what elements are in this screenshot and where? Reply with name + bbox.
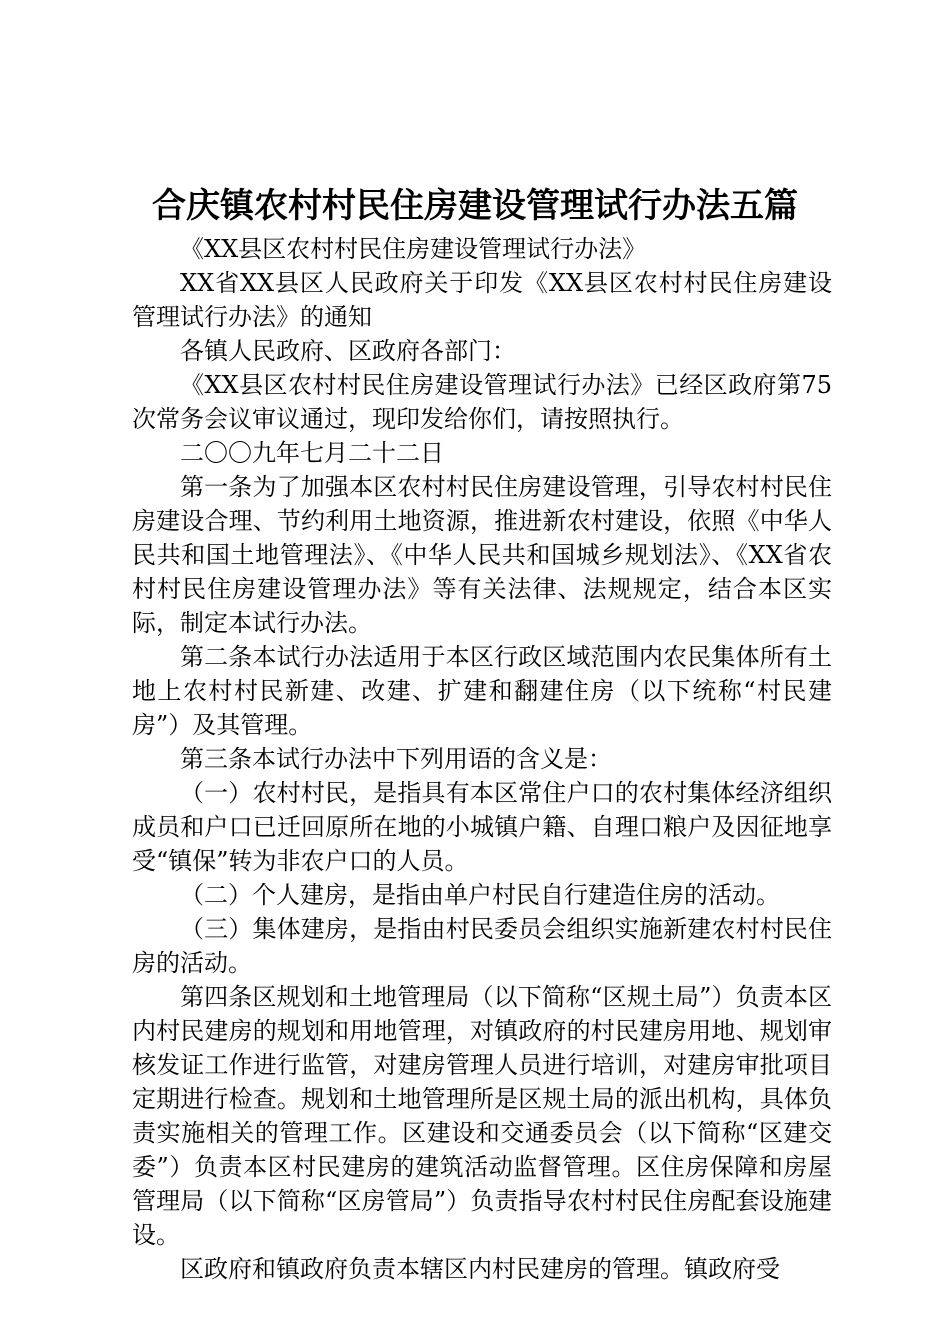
document-body	[132, 232, 832, 1286]
paragraph-2: XX省XX县区人民政府关于印发《XX县区农村村民住房建设管理试行办法》的通知	[132, 269, 832, 331]
paragraph-11: （三）集体建房，是指由村民委员会组织实施新建农村村民住房的活动。	[132, 915, 832, 977]
paragraph-8: 第三条本试行办法中下列用语的含义是：	[180, 745, 612, 773]
paragraph-9: （一）农村村民，是指具有本区常住户口的农村集体经济组织成员和户口已迁回原所在地的小城镇户籍、自理口粮户及因征地享受“镇保”转为非农户口的人员。	[132, 779, 832, 875]
document-title: 合庆镇农村村民住房建设管理试行办法五篇	[152, 186, 798, 226]
paragraph-10: （二）个人建房，是指由单户村民自行建造住房的活动。	[180, 881, 780, 909]
paragraph-13: 区政府和镇政府负责本辖区内村民建房的管理。镇政府受	[180, 1255, 780, 1283]
paragraph-3: 各镇人民政府、区政府各部门：	[180, 337, 516, 365]
paragraph-6: 第一条为了加强本区农村村民住房建设管理，引导农村村民住房建设合理、节约利用土地资源，推进新农村建设，依照《中华人民共和国土地管理法》、《中华人民共和国城乡规划法》、《XX省农村村民住房建设管理办法》等有关法律、法规规定，结合本区实际，制定本试行办法。	[132, 473, 832, 637]
paragraph-1: 《XX县区农村村民住房建设管理试行办法》	[180, 235, 647, 263]
paragraph-7: 第二条本试行办法适用于本区行政区域范围内农民集体所有土地上农村村民新建、改建、扩建和翻建住房（以下统称“村民建房”）及其管理。	[132, 643, 832, 739]
paragraph-12: 第四条区规划和土地管理局（以下简称“区规土局”）负责本区内村民建房的规划和用地管理，对镇政府的村民建房用地、规划审核发证工作进行监管，对建房管理人员进行培训，对建房审批项目定期进行检查。规划和土地管理所是区规土局的派出机构，具体负责实施相关的管理工作。区建设和交通委员会（以下简称“区建交委”）负责本区村民建房的建筑活动监督管理。区住房保障和房屋管理局（以下简称“区房管局”）负责指导农村村民住房配套设施建设。	[132, 983, 832, 1249]
paragraph-4: 《XX县区农村村民住房建设管理试行办法》已经区政府第75次常务会议审议通过，现印发给你们，请按照执行。	[132, 371, 832, 433]
paragraph-5: 二〇〇九年七月二十二日	[180, 439, 444, 467]
